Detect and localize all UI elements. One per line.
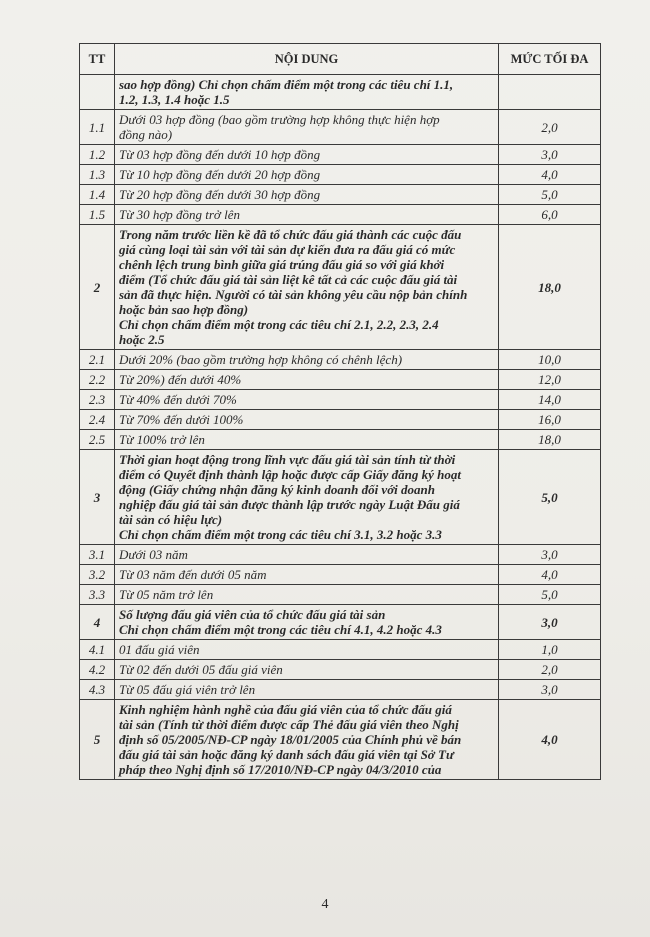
- table-header-row: [80, 44, 601, 75]
- row-number: 3: [80, 450, 115, 545]
- row-content: [115, 185, 499, 205]
- row-number: 2.1: [80, 350, 115, 370]
- table-row: [80, 700, 601, 780]
- content-line: Chỉ chọn chấm điểm một trong các tiêu chí 4.1, 4.2 hoặc 4.3: [119, 622, 442, 637]
- table-row: [80, 75, 601, 110]
- content-line: Chỉ chọn chấm điểm một trong các tiêu chí 2.1, 2.2, 2.3, 2.4: [119, 317, 439, 332]
- row-number: [80, 75, 115, 110]
- table-row: [80, 450, 601, 545]
- table-row: [80, 660, 601, 680]
- row-number: 2.4: [80, 410, 115, 430]
- content-line: giá cùng loại tài sản với tài sản dự kiến đưa ra đấu giá có mức: [119, 242, 456, 257]
- row-number: 1.3: [80, 165, 115, 185]
- content-line: Từ 03 năm đến dưới 05 năm: [119, 567, 267, 582]
- content-line: Từ 03 hợp đồng đến dưới 10 hợp đồng: [119, 147, 321, 162]
- table-row: [80, 640, 601, 660]
- content-line: Trong năm trước liền kề đã tổ chức đấu giá thành các cuộc đấu: [119, 227, 462, 242]
- content-line: Kinh nghiệm hành nghề của đấu giá viên của tổ chức đấu giá: [119, 702, 452, 717]
- row-max-score: 4,0: [499, 565, 601, 585]
- row-number: 2.2: [80, 370, 115, 390]
- table-row: [80, 680, 601, 700]
- table-row: [80, 165, 601, 185]
- row-content: [115, 390, 499, 410]
- row-number: 1.5: [80, 205, 115, 225]
- row-number: 2: [80, 225, 115, 350]
- content-line: nghiệp đấu giá tài sản được thành lập trước ngày Luật Đấu giá: [119, 497, 460, 512]
- content-line: Dưới 20% (bao gồm trường hợp không có chênh lệch): [119, 352, 403, 367]
- row-number: 3.2: [80, 565, 115, 585]
- table-row: [80, 185, 601, 205]
- content-line: Chỉ chọn chấm điểm một trong các tiêu chí 3.1, 3.2 hoặc 3.3: [119, 527, 442, 542]
- row-number: 4.3: [80, 680, 115, 700]
- table-row: [80, 350, 601, 370]
- row-content: [115, 350, 499, 370]
- row-max-score: 3,0: [499, 545, 601, 565]
- row-number: 5: [80, 700, 115, 780]
- row-max-score: 2,0: [499, 660, 601, 680]
- content-line: điểm (Tổ chức đấu giá tài sản liệt kê tất cả các cuộc đấu giá tài: [119, 272, 458, 287]
- row-max-score: 12,0: [499, 370, 601, 390]
- content-line: chênh lệch trung bình giữa giá trúng đấu giá so với giá khởi: [119, 257, 445, 272]
- content-line: Từ 10 hợp đồng đến dưới 20 hợp đồng: [119, 167, 321, 182]
- criteria-table: [79, 43, 601, 780]
- table-row: [80, 110, 601, 145]
- content-line: sản đã thực hiện. Người có tài sản không yêu cầu nộp bản chính: [119, 287, 468, 302]
- content-line: định số 05/2005/NĐ-CP ngày 18/01/2005 của Chính phủ về bán: [119, 732, 462, 747]
- row-max-score: 10,0: [499, 350, 601, 370]
- row-max-score: 16,0: [499, 410, 601, 430]
- table-row: [80, 225, 601, 350]
- content-line: điểm có Quyết định thành lập hoặc được cấp Giấy đăng ký hoạt: [119, 467, 461, 482]
- row-max-score: 5,0: [499, 450, 601, 545]
- content-line: Từ 30 hợp đồng trở lên: [119, 207, 240, 222]
- row-content: [115, 545, 499, 565]
- row-max-score: 5,0: [499, 585, 601, 605]
- row-max-score: 3,0: [499, 145, 601, 165]
- content-line: Từ 40% đến dưới 70%: [119, 392, 237, 407]
- table-row: [80, 390, 601, 410]
- content-line: 1.2, 1.3, 1.4 hoặc 1.5: [119, 92, 230, 107]
- row-content: [115, 585, 499, 605]
- row-number: 2.3: [80, 390, 115, 410]
- row-content: [115, 430, 499, 450]
- row-content: [115, 410, 499, 430]
- table-row: [80, 205, 601, 225]
- row-max-score: [499, 75, 601, 110]
- page-number: 4: [321, 897, 329, 912]
- row-max-score: 2,0: [499, 110, 601, 145]
- content-line: Từ 20%) đến dưới 40%: [119, 372, 242, 387]
- content-line: hoặc 2.5: [119, 332, 165, 347]
- content-line: đấu giá tài sản hoặc đăng ký danh sách đấu giá viên tại Sở Tư: [119, 747, 454, 762]
- content-line: Thời gian hoạt động trong lĩnh vực đấu giá tài sản tính từ thời: [119, 452, 456, 467]
- row-content: [115, 565, 499, 585]
- table-row: [80, 585, 601, 605]
- row-number: 1.2: [80, 145, 115, 165]
- table-row: [80, 565, 601, 585]
- row-max-score: 6,0: [499, 205, 601, 225]
- content-line: Từ 20 hợp đồng đến dưới 30 hợp đồng: [119, 187, 321, 202]
- row-content: [115, 145, 499, 165]
- row-content: [115, 640, 499, 660]
- content-line: Từ 100% trở lên: [119, 432, 205, 447]
- row-number: 3.1: [80, 545, 115, 565]
- row-max-score: 5,0: [499, 185, 601, 205]
- row-max-score: 4,0: [499, 700, 601, 780]
- content-line: 01 đấu giá viên: [119, 642, 200, 657]
- row-content: [115, 75, 499, 110]
- row-number: 1.1: [80, 110, 115, 145]
- content-line: Dưới 03 hợp đồng (bao gồm trường hợp không thực hiện hợp: [119, 112, 440, 127]
- content-line: động (Giấy chứng nhận đăng ký kinh doanh đối với doanh: [119, 482, 435, 497]
- table-row: [80, 410, 601, 430]
- row-content: [115, 205, 499, 225]
- row-content: [115, 680, 499, 700]
- row-number: 1.4: [80, 185, 115, 205]
- row-number: 4.2: [80, 660, 115, 680]
- row-max-score: 3,0: [499, 605, 601, 640]
- row-max-score: 3,0: [499, 680, 601, 700]
- table-body: [80, 75, 601, 780]
- row-max-score: 18,0: [499, 430, 601, 450]
- content-line: pháp theo Nghị định số 17/2010/NĐ-CP ngày 04/3/2010 của: [119, 762, 442, 777]
- table-row: [80, 370, 601, 390]
- header-max-score: MỨC TỐI ĐA: [499, 44, 601, 75]
- content-line: Từ 02 đến dưới 05 đấu giá viên: [119, 662, 283, 677]
- row-max-score: 14,0: [499, 390, 601, 410]
- row-number: 4: [80, 605, 115, 640]
- content-line: Từ 05 năm trở lên: [119, 587, 214, 602]
- content-line: tài sản (Tính từ thời điểm được cấp Thẻ đấu giá viên theo Nghị: [119, 717, 459, 732]
- row-content: [115, 450, 499, 545]
- row-content: [115, 370, 499, 390]
- content-line: đồng nào): [119, 127, 173, 142]
- content-line: Từ 70% đến dưới 100%: [119, 412, 244, 427]
- content-line: Dưới 03 năm: [119, 547, 188, 562]
- row-content: [115, 700, 499, 780]
- content-line: Số lượng đấu giá viên của tổ chức đấu giá tài sản: [119, 607, 386, 622]
- table-row: [80, 430, 601, 450]
- row-content: [115, 660, 499, 680]
- row-max-score: 1,0: [499, 640, 601, 660]
- content-line: sao hợp đồng) Chỉ chọn chấm điểm một trong các tiêu chí 1.1,: [119, 77, 454, 92]
- header-tt: TT: [80, 44, 115, 75]
- table-row: [80, 545, 601, 565]
- content-line: Từ 05 đấu giá viên trở lên: [119, 682, 256, 697]
- row-content: [115, 605, 499, 640]
- row-content: [115, 225, 499, 350]
- table-row: [80, 145, 601, 165]
- row-max-score: 18,0: [499, 225, 601, 350]
- row-content: [115, 110, 499, 145]
- header-content: NỘI DUNG: [115, 44, 499, 75]
- row-number: 3.3: [80, 585, 115, 605]
- content-line: tài sản có hiệu lực): [119, 512, 223, 527]
- row-max-score: 4,0: [499, 165, 601, 185]
- row-number: 2.5: [80, 430, 115, 450]
- row-number: 4.1: [80, 640, 115, 660]
- table-row: [80, 605, 601, 640]
- content-line: hoặc bản sao hợp đồng): [119, 302, 249, 317]
- row-content: [115, 165, 499, 185]
